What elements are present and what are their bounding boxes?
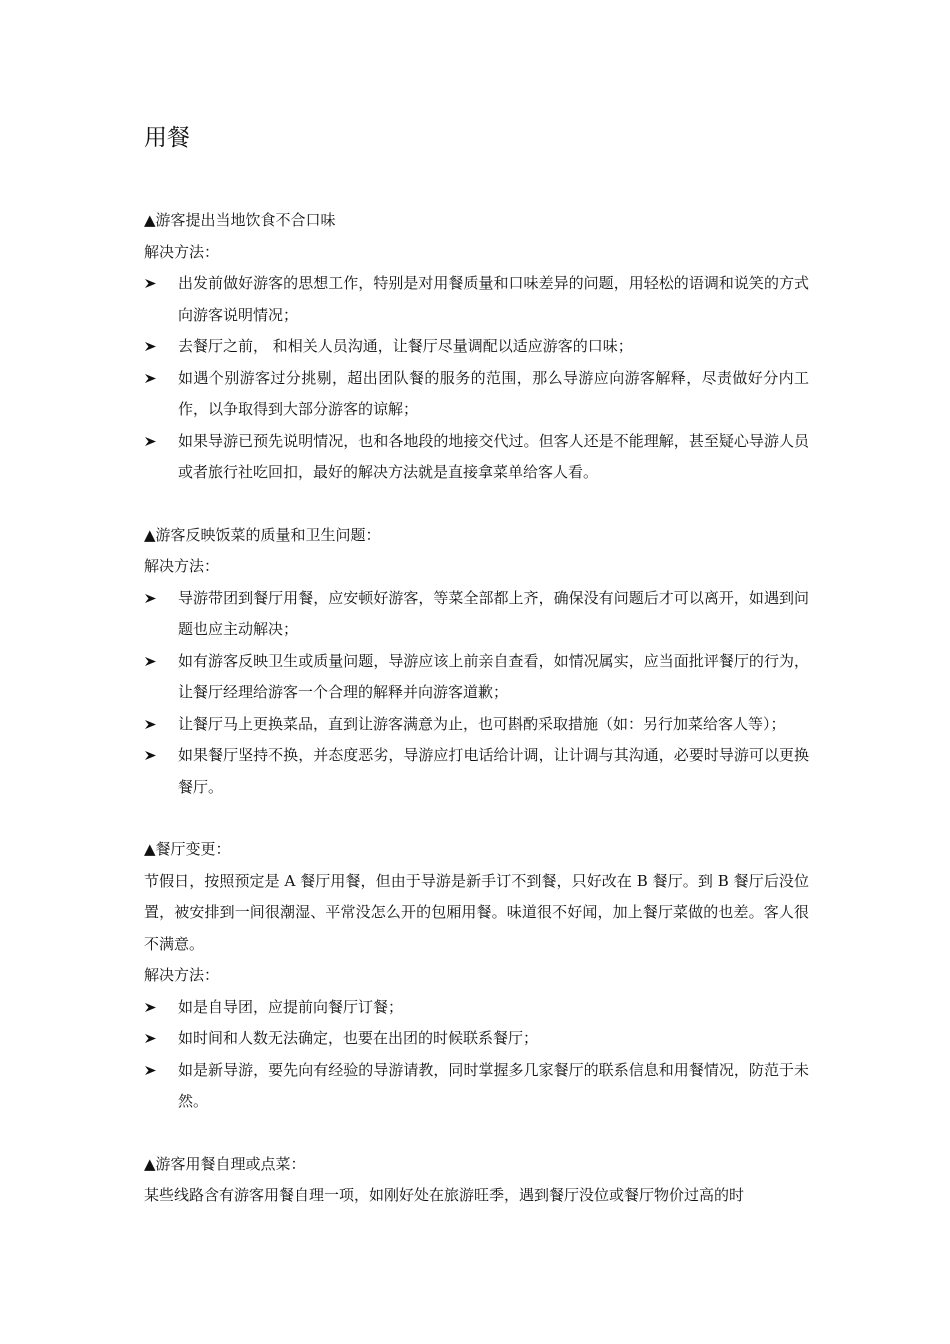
section-paragraph: 某些线路含有游客用餐自理一项，如刚好处在旅游旺季，遇到餐厅没位或餐厅物价过高的时 [144,1186,745,1204]
bullet-list [144,583,809,804]
list-item-text: 去餐厅之前， 和相关人员沟通，让餐厅尽量调配以适应游客的口味； [178,337,633,355]
list-item-text: 如果餐厅坚持不换，并态度恶劣，导游应打电话给计调，让计调与其沟通，必要时导游可以更换餐厅。 [178,746,809,796]
list-item-text: 如果导游已预先说明情况，也和各地段的地接交代过。但客人还是不能理解，甚至疑心导游人员或者旅行社吃回扣，最好的解决方法就是直接拿菜单给客人看。 [178,431,809,481]
section-heading: ▲游客反映饭菜的质量和卫生问题： [144,525,381,544]
list-item [144,709,809,741]
list-item [144,992,809,1024]
section-self-service-meal [144,1149,809,1212]
list-item [144,583,809,646]
section-paragraph: 节假日，按照预定是 A 餐厅用餐，但由于导游是新手订不到餐，只好改在 B 餐厅。到 B 餐厅后没位置，被安排到一间很潮湿、平常没怎么开的包厢用餐。味道很不好闻，加上餐厅菜做的也差。客人很不满意。 [144,871,809,953]
list-item-text: 如是新导游，要先向有经验的导游请教，同时掌握多几家餐厅的联系信息和用餐情况，防范于未然。 [178,1060,809,1110]
section-heading: ▲游客提出当地饮食不合口味 [144,211,336,229]
list-item [144,363,809,426]
arrow-bullet-icon [144,268,158,289]
list-item [144,1023,809,1055]
arrow-bullet-icon [144,583,158,604]
list-item [144,646,809,709]
arrow-bullet-icon [144,740,158,761]
arrow-bullet-icon [144,426,158,447]
arrow-bullet-icon [144,646,158,667]
solution-label: 解决方法： [144,966,220,984]
list-item [144,331,809,363]
list-item-text: 让餐厅马上更换菜品，直到让游客满意为止，也可斟酌采取措施（如：另行加菜给客人等）； [178,714,786,733]
section-heading: ▲餐厅变更： [144,840,231,858]
list-item [144,268,809,331]
section-taste-complaint [144,205,809,489]
arrow-bullet-icon [144,363,158,384]
arrow-bullet-icon [144,709,158,730]
arrow-bullet-icon [144,992,158,1013]
list-item [144,1055,809,1118]
arrow-bullet-icon [144,331,158,352]
section-quality-hygiene [144,520,809,804]
section-restaurant-change [144,834,809,1118]
page-title: 用餐 [144,125,190,151]
section-heading: ▲游客用餐自理或点菜： [144,1154,306,1173]
arrow-bullet-icon [144,1055,158,1076]
bullet-list [144,992,809,1118]
list-item-text: 如有游客反映卫生或质量问题，导游应该上前亲自查看，如情况属实，应当面批评餐厅的行为，让餐厅经理给游客一个合理的解释并向游客道歉； [178,651,809,701]
list-item-text: 如遇个别游客过分挑剔，超出团队餐的服务的范围，那么导游应向游客解释，尽责做好分内工作，以争取得到大部分游客的谅解； [178,368,809,418]
list-item-text: 出发前做好游客的思想工作，特别是对用餐质量和口味差异的问题，用轻松的语调和说笑的方式向游客说明情况； [178,274,809,324]
document-content [144,118,809,1243]
list-item-text: 如时间和人数无法确定，也要在出团的时候联系餐厅； [178,1029,539,1047]
list-item [144,740,809,803]
solution-label: 解决方法： [144,557,220,575]
list-item-text: 导游带团到餐厅用餐，应安顿好游客，等菜全部都上齐，确保没有问题后才可以离开，如遇到问题也应主动解决； [178,588,809,638]
list-item-text: 如是自导团，应提前向餐厅订餐； [178,997,404,1016]
solution-label: 解决方法： [144,242,220,261]
arrow-bullet-icon [144,1023,158,1044]
bullet-list [144,268,809,489]
list-item [144,426,809,489]
